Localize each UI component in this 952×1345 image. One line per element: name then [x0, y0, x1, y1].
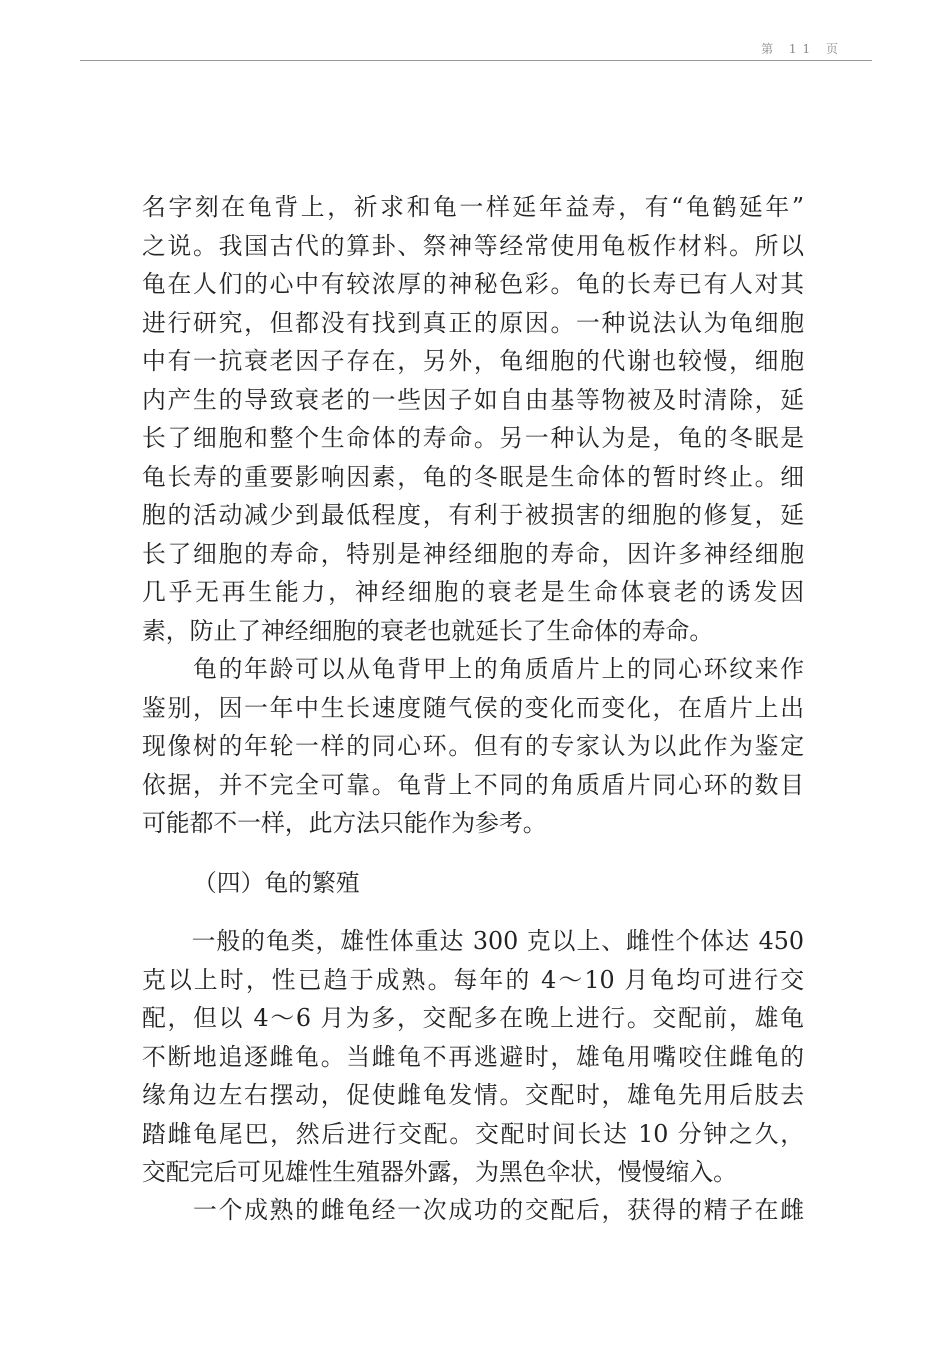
text-line: 踏雌龟尾巴，然后进行交配。交配时间长达 10 分钟之久， [142, 1119, 804, 1148]
paragraph-age [142, 650, 804, 843]
text-line: 鉴别，因一年中生长速度随气侯的变化而变化，在盾片上出 [142, 693, 804, 722]
page-header [80, 40, 872, 61]
text-line: 进行研究，但都没有找到真正的原因。一种说法认为龟细胞 [142, 308, 804, 337]
text-line: 长了细胞的寿命，特别是神经细胞的寿命，因许多神经细胞 [142, 539, 804, 568]
paragraph-breeding [142, 922, 804, 1192]
text-line: 现像树的年轮一样的同心环。但有的专家认为以此作为鉴定 [142, 732, 804, 760]
section-heading: （四）龟的繁殖 [193, 869, 360, 897]
text-line: 依据，并不完全可靠。龟背上不同的角质盾片同心环的数目 [142, 770, 804, 799]
text-line: 胞的活动减少到最低程度，有利于被损害的细胞的修复，延 [142, 501, 804, 529]
text-line: 中有一抗衰老因子存在，另外，龟细胞的代谢也较慢，细胞 [142, 347, 804, 375]
text-line: 不断地追逐雌龟。当雌龟不再逃避时，雄龟用嘴咬住雌龟的 [142, 1042, 804, 1071]
text-line: 几乎无再生能力，神经细胞的衰老是生命体衰老的诱发因 [142, 578, 804, 606]
text-line: 克以上时，性已趋于成熟。每年的 4～10 月龟均可进行交 [142, 965, 804, 994]
text-line: 龟长寿的重要影响因素，龟的冬眠是生命体的暂时终止。细 [142, 462, 804, 491]
text-line: 素，防止了神经细胞的衰老也就延长了生命体的寿命。 [142, 616, 714, 645]
text-line: 一般的龟类，雄性体重达 300 克以上、雌性个体达 450 [142, 927, 804, 955]
text-line: 配，但以 4～6 月为多，交配多在晚上进行。交配前，雄龟 [142, 1004, 804, 1032]
text-line: 内产生的导致衰老的一些因子如自由基等物被及时清除，延 [142, 385, 804, 414]
text-line: 一个成熟的雌龟经一次成功的交配后，获得的精子在雌 [142, 1196, 804, 1224]
paragraph-sperm [142, 1191, 804, 1230]
page-number: 第 11 页 [761, 42, 844, 56]
text-line: 可能都不一样，此方法只能作为参考。 [142, 809, 547, 837]
text-line: 交配完后可见雄性生殖器外露，为黑色伞状，慢慢缩入。 [142, 1158, 737, 1186]
paragraph-longevity [142, 188, 804, 650]
text-line: 缘角边左右摆动，促使雌龟发情。交配时，雄龟先用后肢去 [142, 1081, 804, 1109]
text-line: 长了细胞和整个生命体的寿命。另一种认为是，龟的冬眠是 [142, 424, 804, 452]
text-line: 龟在人们的心中有较浓厚的神秘色彩。龟的长寿已有人对其 [142, 270, 804, 298]
text-line: 名字刻在龟背上，祈求和龟一样延年益寿，有“龟鹤延年” [142, 193, 804, 221]
text-line: 之说。我国古代的算卦、祭神等经常使用龟板作材料。所以 [142, 231, 804, 260]
text-line: 龟的年龄可以从龟背甲上的角质盾片上的同心环纹来作 [142, 655, 804, 683]
